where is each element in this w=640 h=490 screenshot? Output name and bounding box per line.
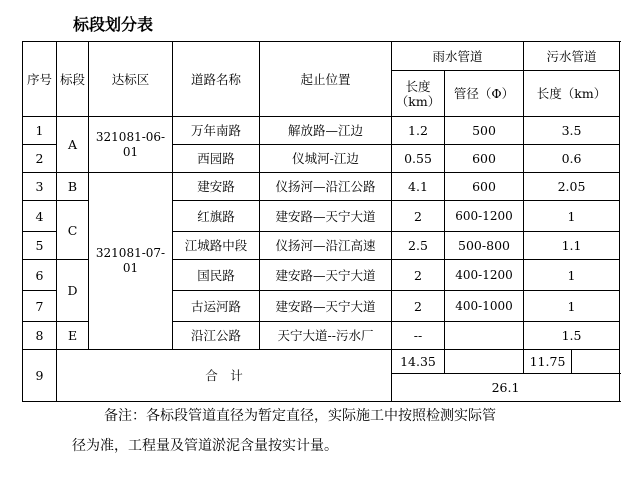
cell-range: 仪扬河—沿江高速 [260, 232, 392, 260]
cell-sewage-length: 1 [524, 260, 620, 291]
table-row [23, 117, 620, 145]
section-cell: A [57, 117, 89, 173]
total-seq: 9 [23, 350, 57, 402]
cell-range: 仪扬河—沿江公路 [260, 173, 392, 201]
cell-range: 建安路—天宁大道 [260, 291, 392, 322]
cell-rain-length: 2 [392, 201, 445, 232]
cell-seq: 6 [23, 260, 57, 291]
header-target-area: 达标区 [89, 42, 173, 117]
cell-rain-diameter: 600-1200 [445, 201, 524, 232]
cell-sewage-length: 1.5 [524, 322, 620, 350]
cell-seq: 1 [23, 117, 57, 145]
cell-rain-length: 1.2 [392, 117, 445, 145]
cell-range: 解放路—江边 [260, 117, 392, 145]
total-row [23, 350, 620, 374]
section-cell: B [57, 173, 89, 201]
total-rain-length: 14.35 [392, 350, 445, 374]
header-section: 标段 [57, 42, 89, 117]
header-rain-pipe: 雨水管道 [392, 42, 524, 71]
cell-rain-length: -- [392, 322, 445, 350]
cell-seq: 5 [23, 232, 57, 260]
cell-rain-length: 0.55 [392, 145, 445, 173]
grand-total: 26.1 [392, 374, 620, 402]
section-cell: D [57, 260, 89, 322]
cell-seq: 3 [23, 173, 57, 201]
table-title: 标段划分表 [73, 15, 154, 34]
remark-line-1: 备注：各标段管道直径为暂定直径，实际施工中按照检测实际管 [104, 408, 496, 424]
cell-road: 西园路 [173, 145, 260, 173]
cell-seq: 2 [23, 145, 57, 173]
header-seq: 序号 [23, 42, 57, 117]
cell-rain-diameter: 600 [445, 173, 524, 201]
total-label: 合 计 [57, 350, 392, 402]
cell-rain-length: 2.5 [392, 232, 445, 260]
cell-sewage-length: 2.05 [524, 173, 620, 201]
total-sewage-blank [572, 350, 620, 374]
cell-rain-length: 4.1 [392, 173, 445, 201]
header-rain-diameter: 管径（Φ） [445, 71, 524, 117]
cell-rain-diameter: 600 [445, 145, 524, 173]
cell-sewage-length: 1.1 [524, 232, 620, 260]
header-rain-length: 长度（km） [392, 71, 445, 117]
header-start-end: 起止位置 [260, 42, 392, 117]
cell-sewage-length: 1 [524, 201, 620, 232]
cell-sewage-length: 3.5 [524, 117, 620, 145]
cell-road: 古运河路 [173, 291, 260, 322]
section-division-table [22, 41, 620, 402]
cell-seq: 7 [23, 291, 57, 322]
cell-rain-diameter: 400-1000 [445, 291, 524, 322]
cell-road: 建安路 [173, 173, 260, 201]
header-sewage-pipe: 污水管道 [524, 42, 620, 71]
remark-note [72, 401, 602, 461]
cell-rain-length: 2 [392, 260, 445, 291]
cell-road: 万年南路 [173, 117, 260, 145]
cell-rain-length: 2 [392, 291, 445, 322]
header-road-name: 道路名称 [173, 42, 260, 117]
target-area-cell: 321081-06-01 [89, 117, 173, 173]
cell-rain-diameter: 500-800 [445, 232, 524, 260]
table-row [23, 173, 620, 201]
cell-sewage-length: 0.6 [524, 145, 620, 173]
cell-road: 红旗路 [173, 201, 260, 232]
cell-road: 江城路中段 [173, 232, 260, 260]
total-rain-blank [445, 350, 524, 374]
cell-sewage-length: 1 [524, 291, 620, 322]
cell-range: 仪城河-江边 [260, 145, 392, 173]
cell-seq: 4 [23, 201, 57, 232]
cell-rain-diameter: 400-1200 [445, 260, 524, 291]
cell-rain-diameter [445, 322, 524, 350]
cell-road: 国民路 [173, 260, 260, 291]
remark-line-2: 径为准，工程量及管道淤泥含量按实计量。 [72, 438, 338, 454]
cell-rain-diameter: 500 [445, 117, 524, 145]
target-area-cell: 321081-07-01 [89, 173, 173, 350]
cell-range: 天宁大道--污水厂 [260, 322, 392, 350]
cell-range: 建安路—天宁大道 [260, 260, 392, 291]
cell-range: 建安路—天宁大道 [260, 201, 392, 232]
header-sewage-length: 长度（km） [524, 71, 620, 117]
cell-road: 沿江公路 [173, 322, 260, 350]
cell-seq: 8 [23, 322, 57, 350]
section-cell: C [57, 201, 89, 260]
section-cell: E [57, 322, 89, 350]
total-sewage-length: 11.75 [524, 350, 572, 374]
